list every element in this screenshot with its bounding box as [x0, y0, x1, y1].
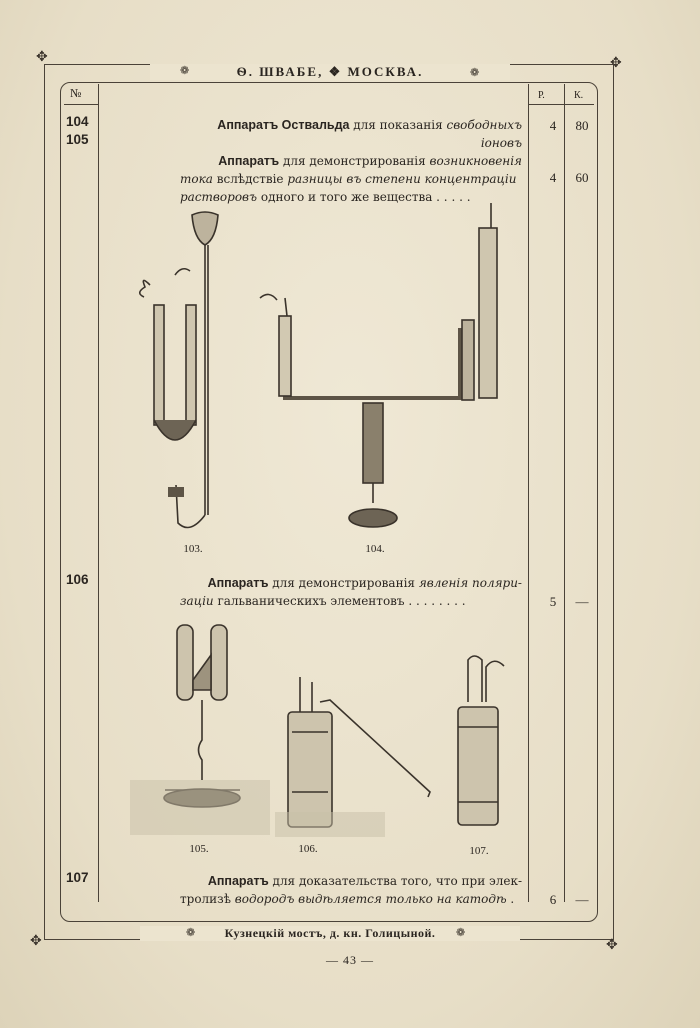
apparatus-105-illustration: [125, 620, 275, 840]
number-header-rule: [64, 104, 98, 105]
header-ornament-icon: ❁: [470, 66, 480, 79]
page-number: — 43 —: [326, 953, 374, 967]
kopecks-column-header: К.: [574, 90, 584, 101]
item-number: 105: [66, 132, 89, 147]
price-kopecks: 80: [575, 118, 589, 133]
price-rubles: 6: [549, 892, 557, 907]
page-footer-address: Кузнецкій мостъ, д. кн. Голицыной.: [140, 926, 520, 941]
item-title: Аппаратъ: [207, 576, 269, 590]
item-title: Аппаратъ Оствальда: [217, 118, 350, 132]
footer-ornament-icon: ❁: [186, 926, 196, 939]
price-header-rule: [528, 104, 594, 105]
apparatus-107-illustration: [450, 652, 510, 837]
price-rubles: 4: [549, 170, 557, 185]
header-ornament-icon: ❁: [180, 64, 190, 77]
apparatus-106-illustration: [270, 672, 440, 837]
corner-ornament-icon: ✥: [36, 49, 48, 65]
item-number: 106: [66, 572, 89, 587]
kopeck-column-divider: [564, 84, 565, 902]
footer-ornament-icon: ❁: [456, 926, 466, 939]
price-rubles: 4: [549, 118, 557, 133]
item-number: 104: [66, 114, 89, 129]
apparatus-103-illustration: [130, 205, 230, 540]
figure-caption: 107.: [469, 845, 489, 857]
price-kopecks: —: [575, 594, 589, 609]
figure-caption: 106.: [298, 843, 318, 855]
page-header: Ѳ. ШВАБЕ, ❖ МОСКВА.: [150, 64, 510, 80]
item-number: 107: [66, 870, 89, 885]
figure-caption: 103.: [183, 543, 203, 555]
price-kopecks: 60: [575, 170, 589, 185]
item-description: Аппаратъ для демонстрированія явленія поляри- заціи гальваническихъ элементовъ . . . . . . . .: [180, 576, 522, 608]
number-column-divider: [98, 84, 99, 902]
number-column-header: №: [70, 86, 82, 100]
item-title: Аппаратъ: [207, 874, 269, 888]
figure-caption: 104.: [365, 543, 385, 555]
corner-ornament-icon: ✥: [610, 55, 622, 71]
item-description: Аппаратъ для доказательства того, что при элек- тролизѣ водородъ выдѣляется только на катодѣ .: [180, 874, 522, 906]
figure-caption: 105.: [189, 843, 209, 855]
item-title: Аппаратъ: [218, 154, 280, 168]
price-kopecks: —: [575, 892, 589, 907]
corner-ornament-icon: ✥: [606, 937, 618, 953]
price-rubles: 5: [549, 594, 557, 609]
apparatus-104-illustration: [255, 198, 505, 548]
rubles-column-header: Р.: [538, 90, 545, 101]
item-description: Аппаратъ Оствальда для показанія свободныхъ іоновъ Аппаратъ для демонстрированія возникновенія тока вслѣдствіе разницы въ степени концентраціи растворовъ одного и того же вещества . . . . .: [180, 118, 522, 204]
corner-ornament-icon: ✥: [30, 933, 42, 949]
price-column-divider: [528, 84, 529, 902]
